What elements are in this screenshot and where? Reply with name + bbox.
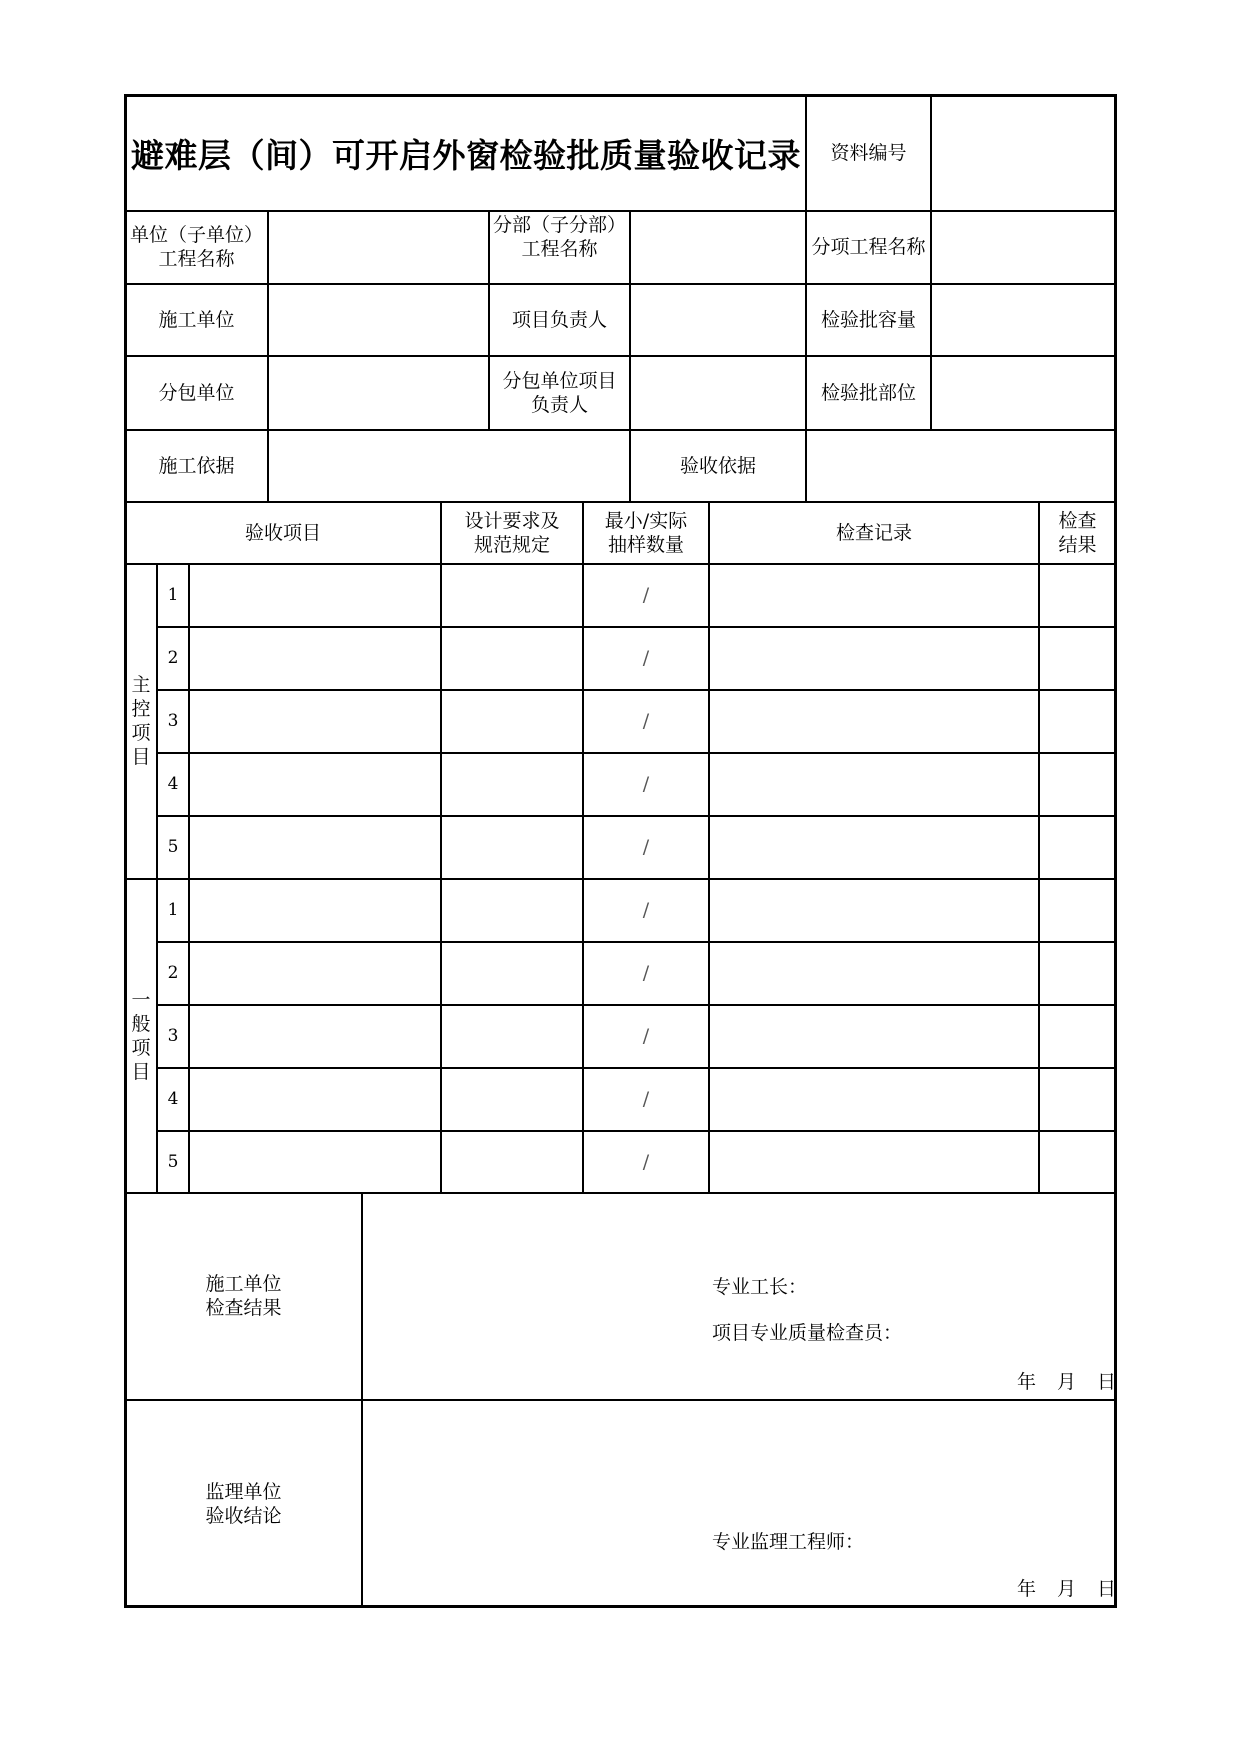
supervisor-date-month: 月: [1057, 1578, 1077, 1600]
contractor-date-year: 年: [1017, 1371, 1037, 1393]
main-control-row-sample: /: [642, 584, 650, 606]
main-control-row-no: 5: [167, 837, 179, 857]
general-char: 般: [131, 1012, 151, 1035]
doc-no-label: 资料编号: [830, 142, 907, 164]
contractor-field[interactable]: [269, 284, 488, 356]
col-header-result: [1040, 502, 1115, 563]
main-control-char: 项: [131, 722, 151, 744]
project-manager-field[interactable]: [631, 284, 805, 356]
subcontractor-field[interactable]: [269, 356, 488, 429]
unit-name-field[interactable]: [269, 211, 488, 283]
general-row-sample: /: [642, 1088, 650, 1110]
contractor-date-month: 月: [1057, 1371, 1077, 1393]
general-row-no: 3: [167, 1026, 179, 1046]
main-control-row-no: 4: [167, 774, 179, 794]
contractor-check-label-line1: 施工单位: [205, 1273, 282, 1295]
contractor-check-label: [126, 1193, 361, 1399]
supervisor-date-day: 日: [1097, 1578, 1117, 1600]
general-label: [126, 879, 156, 1192]
col-header-design: [442, 502, 582, 563]
construction-basis-label: 施工依据: [158, 455, 235, 477]
main-control-row-sample: /: [642, 647, 650, 669]
quality-inspector-signature-label: 项目专业质量检查员：: [712, 1322, 903, 1344]
grid-line: [1038, 501, 1040, 1193]
col-header-design-line2: 规范规定: [473, 533, 550, 556]
main-control-char: 主: [131, 674, 151, 696]
sub-pm-label-line2: 负责人: [530, 393, 588, 416]
division-name-label: [490, 211, 629, 285]
division-name-label-line1: 分部（子分部）: [492, 214, 626, 236]
general-char: 一: [131, 988, 151, 1011]
supervisor-check-label-line1: 监理单位: [205, 1480, 282, 1503]
batch-capacity-field[interactable]: [932, 284, 1115, 356]
col-header-sample: [584, 502, 708, 563]
main-control-row-sample: /: [642, 773, 650, 795]
subitem-name-field[interactable]: [932, 211, 1115, 283]
sub-project-manager-field[interactable]: [631, 356, 805, 429]
main-control-row-no: 2: [167, 648, 179, 668]
sub-pm-label-line1: 分包单位项目: [502, 369, 617, 392]
subitem-name-label: 分项工程名称: [811, 236, 926, 258]
col-header-record: 检查记录: [835, 521, 912, 544]
contractor-date-day: 日: [1097, 1371, 1117, 1393]
col-header-sample-line1: 最小/实际: [604, 509, 688, 532]
batch-location-field[interactable]: [932, 356, 1115, 429]
division-name-field[interactable]: [631, 211, 805, 283]
general-row-no: 1: [167, 900, 179, 920]
unit-name-label-line2: 工程名称: [158, 248, 235, 270]
contractor-check-label-line2: 检查结果: [205, 1297, 282, 1319]
col-header-result-line1: 检查: [1058, 509, 1097, 532]
general-row-sample: /: [642, 899, 650, 921]
acceptance-basis-label: 验收依据: [679, 455, 756, 477]
project-manager-label: 项目负责人: [511, 309, 607, 331]
main-control-char: 目: [131, 746, 151, 768]
supervisor-date-year: 年: [1017, 1578, 1037, 1600]
batch-capacity-label: 检验批容量: [820, 309, 916, 331]
supervisor-check-label: [126, 1401, 361, 1606]
contractor-label: 施工单位: [158, 309, 235, 331]
col-header-design-line1: 设计要求及: [464, 509, 560, 532]
general-row-sample: /: [642, 1151, 650, 1173]
supervising-engineer-signature-label: 专业监理工程师：: [712, 1531, 865, 1553]
general-row-no: 5: [167, 1152, 179, 1172]
general-row-sample: /: [642, 1025, 650, 1047]
general-row-no: 4: [167, 1089, 179, 1109]
general-char: 项: [131, 1036, 151, 1059]
main-control-label: [126, 564, 156, 878]
unit-name-label: [126, 211, 267, 283]
batch-location-label: 检验批部位: [820, 381, 916, 404]
grid-line: [440, 501, 442, 1193]
main-control-row-sample: /: [642, 836, 650, 858]
general-row-sample: /: [642, 962, 650, 984]
general-char: 目: [131, 1060, 151, 1083]
construction-basis-field[interactable]: [269, 430, 629, 502]
supervisor-check-label-line2: 验收结论: [205, 1504, 282, 1527]
main-control-row-no: 1: [167, 585, 179, 605]
main-control-char: 控: [131, 698, 151, 720]
main-control-row-no: 3: [167, 711, 179, 731]
sub-project-manager-label: [490, 356, 629, 429]
unit-name-label-line1: 单位（子单位）: [129, 224, 263, 246]
acceptance-basis-field[interactable]: [807, 430, 1115, 502]
foreman-signature-label: 专业工长：: [712, 1276, 808, 1298]
general-row-no: 2: [167, 963, 179, 983]
col-header-result-line2: 结果: [1058, 533, 1097, 556]
main-control-row-sample: /: [642, 710, 650, 732]
division-name-label-line2: 工程名称: [521, 238, 598, 260]
form-title: 避难层（间）可开启外窗检验批质量验收记录: [131, 135, 801, 175]
col-header-sample-line2: 抽样数量: [607, 533, 684, 556]
col-header-item: 验收项目: [244, 521, 321, 544]
grid-line: [708, 501, 710, 1193]
subcontractor-label: 分包单位: [158, 381, 235, 404]
